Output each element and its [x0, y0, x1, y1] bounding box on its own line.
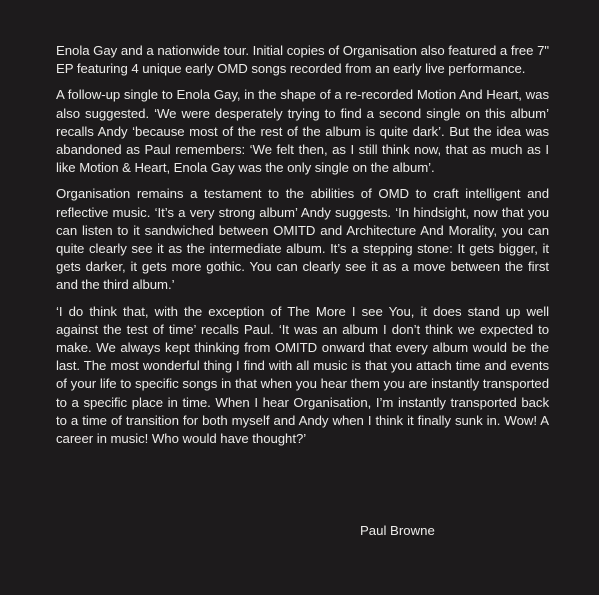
paragraph-tour: Enola Gay and a nationwide tour. Initial copies of Organisation also featured a free 7" EP featuring 4 unique early OMD songs recorded from an early live performance. — [56, 43, 549, 77]
paragraph-follow-up-single: A follow-up single to Enola Gay, in the shape of a re-recorded Motion And Heart, was also suggested. ‘We were desperately trying to find a second single on this album’ recalls Andy ‘because most of the rest of the album is quite dark’. But the idea was abandoned as Paul remembers: ‘We felt then, as I still think now, that as much as I like Motion & Heart, Enola Gay was the only single on the album’. — [56, 87, 549, 176]
article-body — [56, 42, 549, 456]
author-signature: Paul Browne — [360, 523, 435, 538]
paragraph-testament: Organisation remains a testament to the abilities of OMD to craft intelligent and reflective music. ‘It’s a very strong album’ Andy suggests. ‘In hindsight, now that you can listen to it sandwiched between OMITD and Architecture And Morality, you can quite clearly see it as the intermediate album. It’s a stepping stone: It gets bigger, it gets darker, it gets more gothic. You can clearly see it as a move between the first and the third album.’ — [56, 186, 549, 293]
paragraph-test-of-time: ‘I do think that, with the exception of The More I see You, it does stand up well against the test of time’ recalls Paul. ‘It was an album I don’t think we expected to make. We always kept thinking from OMITD onward that every album would be the last. The most wonderful thing I find with all music is that you attach time and events of your life to specific songs in that when you hear them you are instantly transported to a specific place in time. When I hear Organisation, I’m instantly transported back to a time of transition for both myself and Andy when I think it finally sunk in. Wow! A career in music! Who would have thought?’ — [56, 303, 549, 447]
